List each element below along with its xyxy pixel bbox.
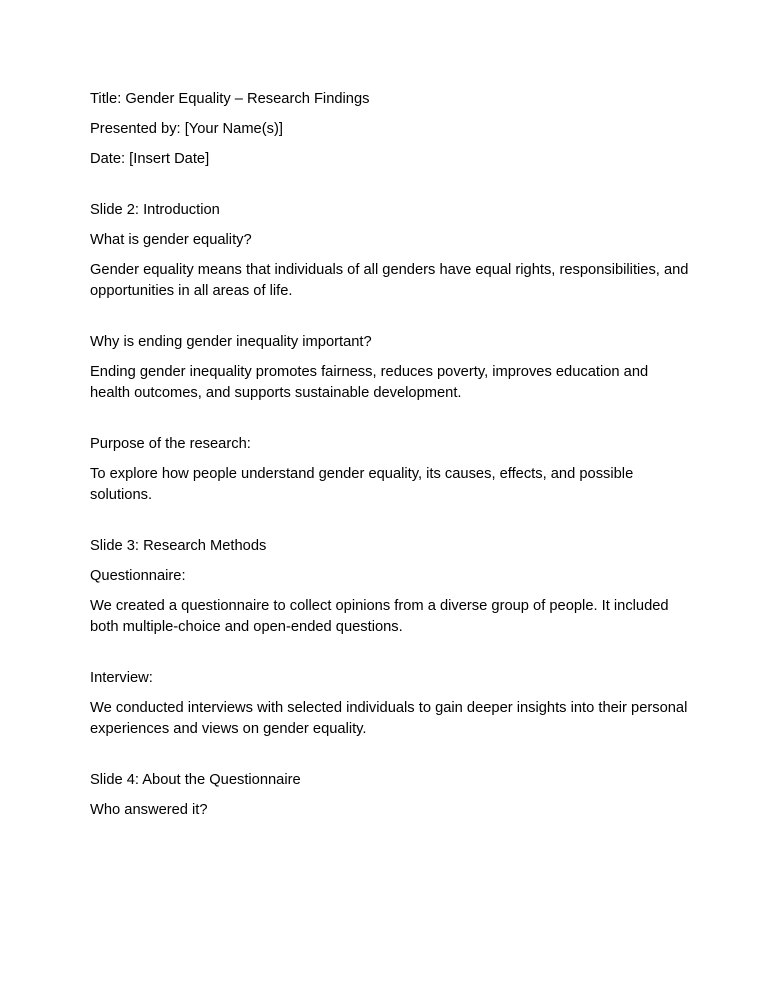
slide3-heading: Slide 3: Research Methods — [90, 538, 267, 554]
slide3-question-1: Questionnaire: — [90, 568, 186, 584]
slide2-answer-1: Gender equality means that individuals of all genders have equal rights, responsibilities, and opportunities in all areas of life. — [90, 262, 689, 299]
slide4-heading: Slide 4: About the Questionnaire — [90, 772, 301, 788]
spacer — [90, 647, 690, 668]
document-title: Title: Gender Equality – Research Findings — [90, 91, 370, 107]
slide4-question-1: Who answered it? — [90, 802, 208, 818]
slide3-answer-1: We created a questionnaire to collect opinions from a diverse group of people. It included both multiple-choice and open-ended questions. — [90, 598, 669, 635]
spacer — [90, 179, 690, 200]
slide2-answer-2: Ending gender inequality promotes fairness, reduces poverty, improves education and health outcomes, and supports sustainable development. — [90, 364, 649, 401]
document-body — [90, 89, 690, 830]
spacer — [90, 311, 690, 332]
presented-by: Presented by: [Your Name(s)] — [90, 121, 283, 137]
slide3-answer-2: We conducted interviews with selected individuals to gain deeper insights into their personal experiences and views on gender equality. — [90, 700, 688, 737]
spacer — [90, 413, 690, 434]
slide2-question-1: What is gender equality? — [90, 232, 252, 248]
slide2-question-2: Why is ending gender inequality important? — [90, 334, 372, 350]
date-line: Date: [Insert Date] — [90, 151, 210, 167]
spacer — [90, 749, 690, 770]
slide2-question-3: Purpose of the research: — [90, 436, 251, 452]
spacer — [90, 515, 690, 536]
slide2-heading: Slide 2: Introduction — [90, 202, 220, 218]
slide2-answer-3: To explore how people understand gender equality, its causes, effects, and possible solutions. — [90, 466, 634, 503]
slide3-question-2: Interview: — [90, 670, 153, 686]
